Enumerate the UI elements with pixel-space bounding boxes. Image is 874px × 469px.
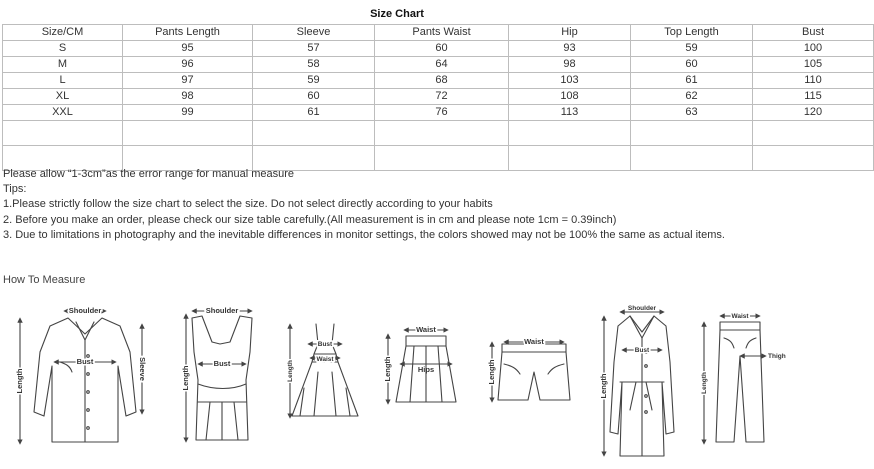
- table-cell: 99: [123, 105, 253, 121]
- table-cell: 59: [253, 73, 375, 89]
- coat-bust-label: Bust: [634, 347, 650, 354]
- pants-length-label: Length: [701, 372, 708, 394]
- shirt-bust-label: Bust: [76, 357, 94, 366]
- header-cell: Pants Waist: [375, 25, 509, 41]
- dress-waist-label: Waist: [316, 356, 334, 363]
- table-cell: 60: [253, 89, 375, 105]
- shirt-shoulder-label: Shoulder: [68, 306, 102, 315]
- coat-shoulder-label: Shoulder: [627, 305, 657, 312]
- table-row: [3, 41, 874, 57]
- skirt-waist-label: Waist: [416, 325, 436, 334]
- measurement-figures: [0, 292, 800, 464]
- table-cell: 113: [509, 105, 631, 121]
- table-cell: 59: [631, 41, 753, 57]
- tip-item: 1.Please strictly follow the size chart to select the size. Do not select directly according to your habits: [3, 198, 493, 211]
- table-cell: 100: [753, 41, 874, 57]
- table-row: [3, 57, 874, 73]
- table-cell: XL: [3, 89, 123, 105]
- table-cell: 115: [753, 89, 874, 105]
- how-to-measure-heading: How To Measure: [3, 274, 86, 286]
- table-cell: 95: [123, 41, 253, 57]
- table-cell: S: [3, 41, 123, 57]
- error-range-note: Please allow “1-3cm”as the error range for manual measure: [3, 168, 295, 180]
- tips-label: Tips:: [3, 183, 27, 196]
- table-cell: 68: [375, 73, 509, 89]
- table-cell: 58: [253, 57, 375, 73]
- shorts-waist-label: Waist: [524, 337, 544, 346]
- empty-cell: [509, 121, 631, 146]
- table-cell: 96: [123, 57, 253, 73]
- table-header-row: [3, 25, 874, 41]
- table-cell: 60: [375, 41, 509, 57]
- table-cell: L: [3, 73, 123, 89]
- header-cell: Hip: [509, 25, 631, 41]
- table-cell: 110: [753, 73, 874, 89]
- coat-figure: [604, 312, 674, 456]
- table-cell: 97: [123, 73, 253, 89]
- pants-thigh-label: Thigh: [768, 353, 786, 360]
- pants-figure: [704, 316, 764, 442]
- header-cell: Sleeve: [253, 25, 375, 41]
- shirt-sleeve-label: Sleeve: [138, 357, 147, 381]
- table-cell: 61: [631, 73, 753, 89]
- table-cell: 98: [509, 57, 631, 73]
- top-shoulder-label: Shoulder: [205, 306, 239, 315]
- chart-title: Size Chart: [370, 8, 424, 20]
- table-cell: 120: [753, 105, 874, 121]
- table-cell: 60: [631, 57, 753, 73]
- tip-item: 3. Due to limitations in photography and the inevitable differences in monitor settings, the colors showed may not be 100% the same as actual items.: [3, 228, 725, 241]
- header-cell: Pants Length: [123, 25, 253, 41]
- table-row: [3, 73, 874, 89]
- shirt-figure: [20, 311, 142, 442]
- table-cell: XXL: [3, 105, 123, 121]
- table-cell: 105: [753, 57, 874, 73]
- empty-cell: [123, 121, 253, 146]
- dress-figure: [290, 324, 358, 416]
- empty-cell: [3, 121, 123, 146]
- empty-cell: [253, 121, 375, 146]
- dress-length-label: Length: [287, 360, 294, 382]
- table-cell: 108: [509, 89, 631, 105]
- shirt-length-label: Length: [15, 368, 24, 394]
- table-row-empty: [3, 121, 874, 146]
- header-cell: Top Length: [631, 25, 753, 41]
- empty-cell: [375, 121, 509, 146]
- header-cell: Bust: [753, 25, 874, 41]
- shorts-figure: [492, 342, 570, 400]
- table-cell: 57: [253, 41, 375, 57]
- tip-item: 2. Before you make an order, please check our size table carefully.(All measurement is in cm and please note 1cm = 0.39inch): [3, 213, 617, 226]
- skirt-length-label: Length: [383, 356, 392, 382]
- table-row: [3, 105, 874, 121]
- pants-waist-label: Waist: [731, 313, 749, 320]
- top-length-label: Length: [181, 365, 190, 391]
- notes-section: [3, 167, 793, 243]
- table-cell: 103: [509, 73, 631, 89]
- table-cell: M: [3, 57, 123, 73]
- table-row: [3, 89, 874, 105]
- table-cell: 63: [631, 105, 753, 121]
- table-cell: 93: [509, 41, 631, 57]
- table-cell: 76: [375, 105, 509, 121]
- dress-bust-label: Bust: [317, 341, 333, 348]
- empty-cell: [631, 121, 753, 146]
- table-cell: 62: [631, 89, 753, 105]
- table-cell: 72: [375, 89, 509, 105]
- header-cell: Size/CM: [3, 25, 123, 41]
- shorts-length-label: Length: [487, 359, 496, 385]
- table-cell: 98: [123, 89, 253, 105]
- table-cell: 64: [375, 57, 509, 73]
- top-figure: [186, 311, 252, 440]
- table-cell: 61: [253, 105, 375, 121]
- skirt-hips-label: Hips: [417, 365, 435, 374]
- top-bust-label: Bust: [213, 359, 231, 368]
- coat-length-label: Length: [599, 373, 608, 399]
- empty-cell: [753, 121, 874, 146]
- size-chart-table: [2, 24, 874, 171]
